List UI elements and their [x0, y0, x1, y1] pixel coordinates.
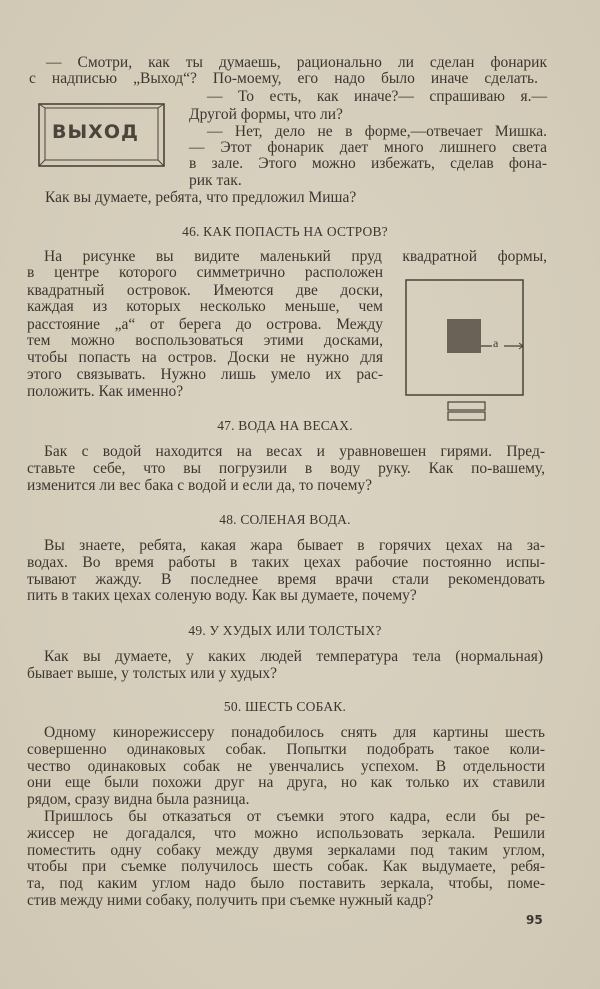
text-line: чество одинаковых собак не увенчались успехом. В отдельности — [27, 758, 545, 775]
text-line: рик так. — [189, 172, 242, 189]
text-line: — Этот фонарик дает много лишнего света — [189, 139, 547, 156]
text-line: тывают жажду. В последнее время врачи стали рекомендовать — [27, 571, 545, 588]
exit-sign-label: ВЫХОД — [52, 121, 139, 143]
text-line: Другой формы, что ли? — [189, 106, 343, 123]
text-line: пить в таких цехах соленую воду. Как вы думаете, почему? — [27, 587, 417, 604]
text-line: — Нет, дело не в форме,—отвечает Мишка. — [207, 123, 547, 140]
section-heading: 48. СОЛЕНАЯ ВОДА. — [219, 512, 351, 527]
text-line: изменится ли вес бака с водой и если да, то почему? — [27, 477, 373, 494]
section-heading: 47. ВОДА НА ВЕСАХ. — [217, 418, 353, 433]
text-line: в зале. Этого можно избежать, сделав фона- — [189, 155, 547, 172]
text-line: стив между ними собаку, получить при съемке нужный кадр? — [27, 892, 434, 909]
section-heading: 46. КАК ПОПАСТЬ НА ОСТРОВ? — [182, 224, 388, 239]
text-line: Пришлось бы отказаться от съемки этого кадра, если бы ре- — [44, 808, 545, 825]
text-line: — То есть, как иначе?— спрашиваю я.— — [207, 88, 547, 105]
section-heading: 50. ШЕСТЬ СОБАК. — [223, 699, 347, 714]
text-line: бывает выше, у толстых или у худых? — [27, 665, 277, 682]
text-line: совершенно одинаковых собак. Попытки подобрать такое коли- — [27, 741, 545, 758]
text-line: Как вы думаете, ребята, что предложил Миша? — [45, 189, 357, 206]
text-line: та, под каким углом надо было поставить зеркала, чтобы, поме- — [27, 875, 545, 892]
text-line: рядом, сразу видна была разница. — [27, 791, 250, 808]
text-line: каждая из которых несколько меньше, чем — [27, 298, 383, 315]
text-line: Бак с водой находится на весах и уравновешен гирями. Пред- — [44, 443, 545, 460]
text-line: они еще были похожи друг на друга, но как только их ставили — [27, 774, 545, 791]
text-line: поместить одну собаку между двумя зеркалами под таким углом, — [27, 842, 545, 859]
text-line: с надписью „Выход“? По-моему, его надо было иначе сделать. — [29, 70, 538, 87]
pond-island-figure — [400, 275, 540, 425]
exit-sign-illustration — [38, 103, 165, 167]
text-line: расстояние „а“ от берега до острова. Между — [27, 316, 383, 333]
text-line: этого связывать. Нужно лишь умело их рас- — [27, 366, 383, 383]
text-line: чтобы при съемке получилось шесть собак. Как выдумаете, ребя- — [27, 858, 545, 875]
section-heading: 49. У ХУДЫХ ИЛИ ТОЛСТЫХ? — [188, 623, 382, 638]
text-line: Одному кинорежиссеру понадобилось снять для картины шесть — [44, 724, 545, 741]
pond-diagram-icon — [400, 275, 540, 425]
text-line: квадратный островок. Имеются две доски, — [27, 282, 383, 299]
text-line: — Смотри, как ты думаешь, рационально ли сделан фонарик — [46, 54, 547, 71]
text-line: положить. Как именно? — [27, 383, 184, 400]
text-line: чтобы попасть на остров. Доски не нужно для — [27, 349, 383, 366]
distance-a-label: а — [493, 336, 499, 350]
text-line: Как вы думаете, у каких людей температура тела (нормальная) — [44, 648, 543, 665]
text-line: жиссер не догадался, что можно использовать зеркала. Решили — [27, 825, 545, 842]
text-line: На рисунке вы видите маленький пруд квадратной формы, — [44, 248, 547, 265]
text-line: тем можно воспользоваться этими досками, — [27, 332, 383, 349]
text-line: Вы знаете, ребята, какая жара бывает в горячих цехах на за- — [44, 537, 545, 554]
text-line: ставьте себе, что вы погрузили в воду руку. Как по-вашему, — [27, 460, 545, 477]
page-number: 95 — [526, 913, 543, 927]
text-line: в центре которого симметрично расположен — [27, 264, 383, 281]
text-line: водах. Во время работы в таких цехах рабочие постоянно испы- — [27, 554, 545, 571]
